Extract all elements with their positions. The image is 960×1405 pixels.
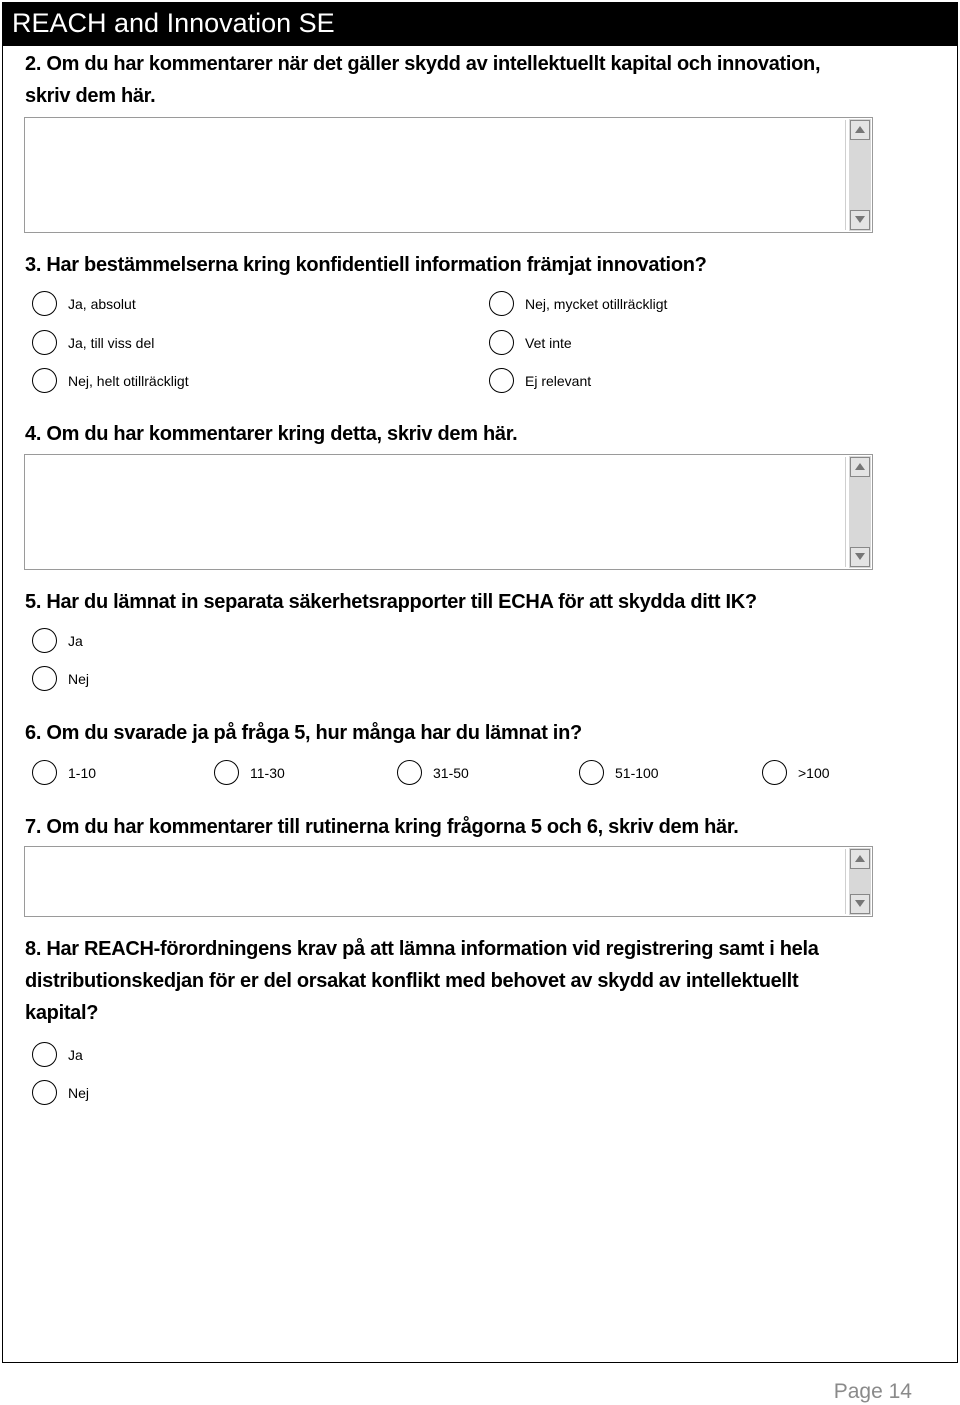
scroll-down-button[interactable]: [850, 547, 870, 567]
option-label: Nej: [68, 671, 90, 687]
radio-button[interactable]: [489, 291, 514, 316]
question-8-line-2: distributionskedjan för er del orsakat konflikt med behovet av skydd av intellektuellt: [25, 970, 799, 992]
radio-button[interactable]: [32, 330, 57, 355]
option-label: Ej relevant: [525, 373, 592, 389]
scroll-up-button[interactable]: [850, 120, 870, 140]
option-label: Nej: [68, 1085, 90, 1101]
scroll-up-button[interactable]: [850, 849, 870, 869]
radio-button[interactable]: [32, 628, 57, 653]
option-label: 1-10: [68, 765, 97, 781]
option-label: Ja, absolut: [68, 296, 136, 312]
question-8-line-3: kapital?: [25, 1002, 99, 1024]
text-area[interactable]: [27, 457, 846, 567]
question-6-text: 6. Om du svarade ja på fråga 5, hur många har du lämnat in?: [25, 722, 582, 744]
question-3-text: 3. Har bestämmelserna kring konfidentiell information främjat innovation?: [25, 254, 707, 276]
page-header: [2, 2, 958, 46]
question-7-text: 7. Om du har kommentarer till rutinerna kring frågorna 5 och 6, skriv dem här.: [25, 816, 739, 838]
page-title: REACH and Innovation SE: [12, 8, 335, 38]
question-2-line-1: 2. Om du har kommentarer när det gäller skydd av intellektuellt kapital och innovation,: [25, 53, 821, 75]
option-label: 11-30: [250, 765, 285, 781]
question-8: [25, 933, 819, 1029]
option-label: Vet inte: [525, 335, 572, 351]
radio-button[interactable]: [214, 760, 239, 785]
arrow-down-icon: [855, 900, 865, 907]
comment-field-4[interactable]: [24, 454, 873, 570]
radio-button[interactable]: [579, 760, 604, 785]
scroll-up-button[interactable]: [850, 457, 870, 477]
radio-button[interactable]: [32, 666, 57, 691]
question-6: [25, 717, 582, 749]
question-4-text: 4. Om du har kommentarer kring detta, skriv dem här.: [25, 423, 518, 445]
radio-button[interactable]: [762, 760, 787, 785]
question-3: [25, 249, 707, 281]
question-5-text: 5. Har du lämnat in separata säkerhetsrapporter till ECHA för att skydda ditt IK?: [25, 591, 757, 613]
option-label: >100: [798, 765, 830, 781]
option-label: Nej, mycket otillräckligt: [525, 296, 668, 312]
arrow-down-icon: [855, 553, 865, 560]
radio-button[interactable]: [32, 291, 57, 316]
option-label: Nej, helt otillräckligt: [68, 373, 189, 389]
question-7: [25, 811, 739, 843]
text-area[interactable]: [27, 120, 846, 230]
comment-field-2[interactable]: [24, 117, 873, 233]
question-2: [25, 48, 820, 112]
scrollbar[interactable]: [849, 456, 871, 568]
text-area[interactable]: [27, 849, 846, 914]
comment-field-7[interactable]: [24, 846, 873, 917]
radio-button[interactable]: [32, 1042, 57, 1067]
arrow-down-icon: [855, 216, 865, 223]
option-label: 31-50: [433, 765, 469, 781]
scroll-down-button[interactable]: [850, 894, 870, 914]
arrow-up-icon: [855, 126, 865, 133]
option-label: Ja: [68, 633, 83, 649]
radio-button[interactable]: [32, 1080, 57, 1105]
radio-button[interactable]: [489, 368, 514, 393]
radio-button[interactable]: [397, 760, 422, 785]
radio-button[interactable]: [32, 760, 57, 785]
option-label: Ja, till viss del: [68, 335, 155, 351]
scrollbar[interactable]: [849, 848, 871, 915]
scrollbar[interactable]: [849, 119, 871, 231]
arrow-up-icon: [855, 463, 865, 470]
option-label: Ja: [68, 1047, 83, 1063]
radio-button[interactable]: [489, 330, 514, 355]
radio-button[interactable]: [32, 368, 57, 393]
arrow-up-icon: [855, 855, 865, 862]
page-number: Page 14: [833, 1380, 912, 1403]
option-label: 51-100: [615, 765, 659, 781]
question-4: [25, 418, 517, 450]
question-8-line-1: 8. Har REACH-förordningens krav på att lämna information vid registrering samt i hela: [25, 938, 819, 960]
scroll-down-button[interactable]: [850, 210, 870, 230]
question-2-line-2: skriv dem här.: [25, 85, 156, 107]
question-5: [25, 586, 757, 618]
